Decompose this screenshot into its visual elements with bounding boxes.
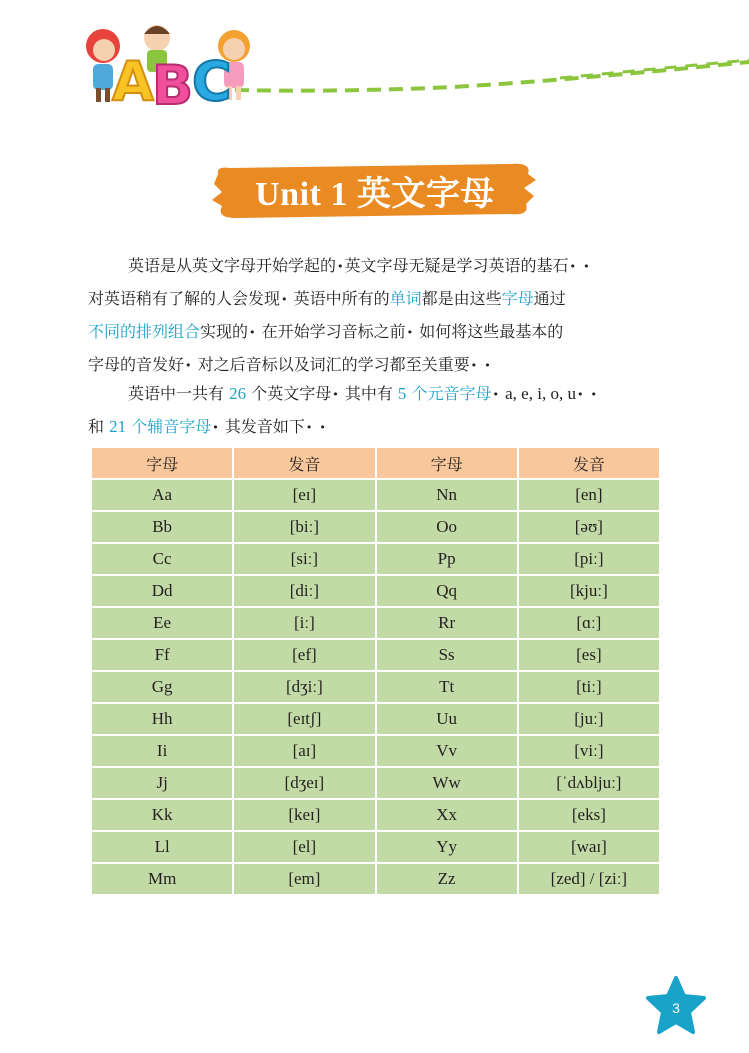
table-row	[91, 479, 660, 511]
letter-cell: Dd	[91, 575, 233, 607]
table-row	[91, 767, 660, 799]
separator-dot: •	[576, 388, 584, 401]
highlight-word: 单词	[389, 289, 422, 308]
intro-text: 其发音如下	[224, 417, 305, 436]
intro-paragraph-1	[88, 250, 676, 382]
pronunciation-cell: [en]	[518, 479, 660, 511]
separator-dot: •	[569, 260, 577, 273]
intro-text: 个英文字母	[251, 384, 332, 403]
table-row	[91, 799, 660, 831]
highlight-word: 个元音字母	[411, 384, 492, 403]
pronunciation-cell: [keɪ]	[233, 799, 375, 831]
pronunciation-cell: [tiː]	[518, 671, 660, 703]
table-row	[91, 639, 660, 671]
letter-cell: Gg	[91, 671, 233, 703]
letter-cell: Ee	[91, 607, 233, 639]
separator-dot: •	[185, 359, 192, 372]
table-row	[91, 607, 660, 639]
letter-cell: Tt	[376, 671, 518, 703]
abc-logo	[112, 50, 232, 117]
separator-dot: •	[406, 326, 414, 339]
table-body	[91, 479, 660, 895]
letter-cell: Oo	[376, 511, 518, 543]
table-row	[91, 543, 660, 575]
pronunciation-cell: [kjuː]	[518, 575, 660, 607]
letter-cell: Mm	[91, 863, 233, 895]
letter-cell: Kk	[91, 799, 233, 831]
separator-dot: •	[319, 421, 326, 434]
letter-cell: Aa	[91, 479, 233, 511]
table-row	[91, 863, 660, 895]
table-row	[91, 703, 660, 735]
separator-dot: •	[332, 388, 339, 401]
letter-cell: Bb	[91, 511, 233, 543]
separator-dot: •	[249, 326, 256, 339]
separator-dot: •	[281, 293, 288, 306]
table-row	[91, 671, 660, 703]
dashed-line-decoration	[235, 60, 749, 91]
letter-cell: Pp	[376, 543, 518, 575]
letter-cell: Yy	[376, 831, 518, 863]
pronunciation-cell: [ef]	[233, 639, 375, 671]
column-header-pronunciation: 发音	[233, 447, 375, 479]
pronunciation-cell: [biː]	[233, 511, 375, 543]
column-header-letter: 字母	[376, 447, 518, 479]
pronunciation-cell: [eɪ]	[233, 479, 375, 511]
letter-cell: Ll	[91, 831, 233, 863]
pronunciation-cell: [el]	[233, 831, 375, 863]
letter-cell: Ww	[376, 767, 518, 799]
separator-dot: •	[212, 421, 219, 434]
intro-text: 如何将这些最基本的	[419, 322, 564, 341]
table-row	[91, 511, 660, 543]
intro-text: 英语中所有的	[293, 289, 390, 308]
separator-dot: •	[583, 260, 590, 273]
separator-dot: •	[590, 388, 598, 401]
page-number: 3	[672, 1000, 680, 1016]
pronunciation-cell: [em]	[233, 863, 375, 895]
letter-cell: Ss	[376, 639, 518, 671]
separator-dot: •	[470, 359, 478, 372]
intro-text: 对英语稍有了解的人会发现	[88, 289, 281, 308]
column-header-letter: 字母	[91, 447, 233, 479]
column-header-pronunciation: 发音	[518, 447, 660, 479]
table-row	[91, 831, 660, 863]
letter-cell: Zz	[376, 863, 518, 895]
vowel-count: 5	[397, 384, 407, 403]
highlight-word: 个辅音字母	[131, 417, 212, 436]
separator-dot: •	[305, 421, 313, 434]
intro-text: 在开始学习音标之前	[261, 322, 406, 341]
header-illustration	[0, 0, 749, 130]
logo-letter-b: B	[152, 54, 194, 117]
letter-cell: Nn	[376, 479, 518, 511]
page-title: Unit 1 英文字母	[255, 175, 495, 213]
consonant-count: 21	[109, 417, 127, 436]
intro-text: 英语是从英文字母开始学起的	[128, 256, 337, 275]
logo-letter-c: C	[192, 50, 232, 113]
separator-dot: •	[492, 388, 500, 401]
pronunciation-cell: [viː]	[518, 735, 660, 767]
pronunciation-cell: [waɪ]	[518, 831, 660, 863]
intro-text: 其中有	[344, 384, 393, 403]
pronunciation-cell: [es]	[518, 639, 660, 671]
alphabet-pronunciation-table	[90, 446, 661, 896]
pronunciation-cell: [siː]	[233, 543, 375, 575]
intro-paragraph-2	[88, 378, 676, 444]
letter-cell: Jj	[91, 767, 233, 799]
intro-text: 和	[88, 417, 105, 436]
pronunciation-cell: [əʊ]	[518, 511, 660, 543]
intro-text: 英语中一共有	[128, 384, 225, 403]
pronunciation-cell: [dʒiː]	[233, 671, 375, 703]
intro-text: 英文字母无疑是学习英语的基石	[344, 256, 569, 275]
pronunciation-cell: [eks]	[518, 799, 660, 831]
separator-dot: •	[484, 359, 491, 372]
letter-cell: Uu	[376, 703, 518, 735]
pronunciation-cell: [ˈdʌbljuː]	[518, 767, 660, 799]
letter-cell: Xx	[376, 799, 518, 831]
intro-text: 都是由这些	[421, 289, 502, 308]
letter-cell: Ii	[91, 735, 233, 767]
pronunciation-cell: [eɪtʃ]	[233, 703, 375, 735]
pronunciation-cell: [diː]	[233, 575, 375, 607]
letter-cell: Rr	[376, 607, 518, 639]
highlight-word: 字母	[501, 289, 534, 308]
intro-text: 字母的音发好	[88, 355, 185, 374]
table-header-row	[91, 447, 660, 479]
intro-text: 对之后音标以及词汇的学习都至关重要	[197, 355, 470, 374]
pronunciation-cell: [iː]	[233, 607, 375, 639]
pronunciation-cell: [zed] / [ziː]	[518, 863, 660, 895]
table-row	[91, 735, 660, 767]
letter-cell: Qq	[376, 575, 518, 607]
pronunciation-cell: [piː]	[518, 543, 660, 575]
pronunciation-cell: [dʒeɪ]	[233, 767, 375, 799]
separator-dot: •	[337, 260, 344, 273]
intro-text: 实现的	[200, 322, 249, 341]
letter-count: 26	[229, 384, 247, 403]
vowel-list: a, e, i, o, u	[505, 384, 576, 403]
intro-text: 通过	[533, 289, 566, 308]
letter-cell: Ff	[91, 639, 233, 671]
highlight-word: 不同的排列组合	[88, 322, 201, 341]
letter-cell: Cc	[91, 543, 233, 575]
letter-cell: Hh	[91, 703, 233, 735]
pronunciation-cell: [aɪ]	[233, 735, 375, 767]
letter-cell: Vv	[376, 735, 518, 767]
pronunciation-cell: [juː]	[518, 703, 660, 735]
table-row	[91, 575, 660, 607]
pronunciation-cell: [ɑː]	[518, 607, 660, 639]
logo-letter-a: A	[112, 50, 154, 113]
